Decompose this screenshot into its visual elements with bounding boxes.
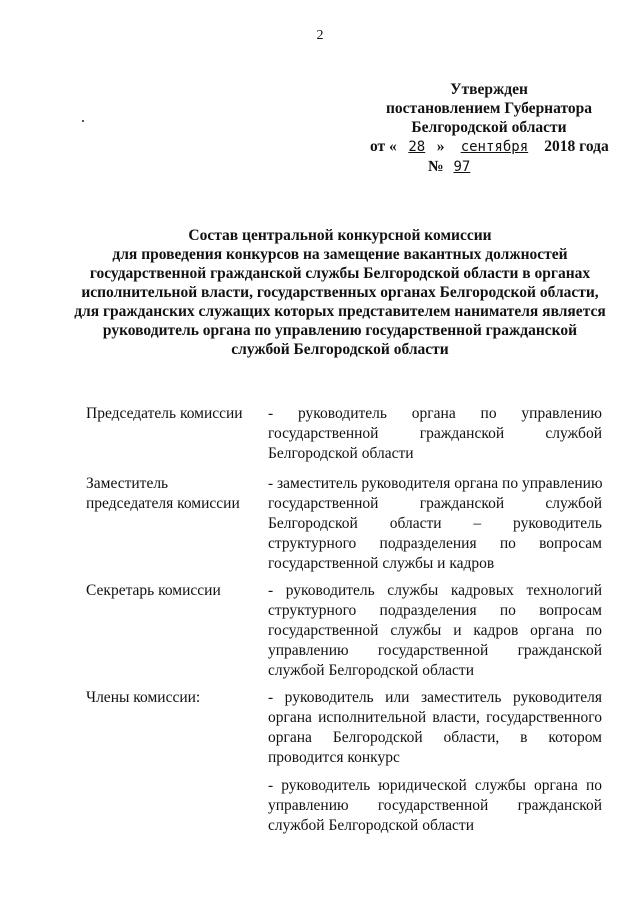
- desc-line: органа исполнительной власти, государственного: [268, 709, 602, 726]
- approval-line-3: Белгородской области: [411, 119, 567, 136]
- role-line: Председатель комиссии: [86, 405, 243, 422]
- desc-line: - заместитель руководителя органа по управлению: [268, 475, 603, 492]
- approval-line-1: Утвержден: [450, 81, 528, 98]
- title-line: службой Белгородской области: [231, 341, 449, 358]
- role-description: [268, 688, 602, 768]
- date-day: 28: [408, 139, 426, 155]
- role-label: [86, 581, 261, 601]
- role-label: [86, 688, 261, 708]
- approval-number: 97: [453, 159, 471, 175]
- date-prefix: от «: [370, 138, 397, 155]
- scan-speck: [82, 120, 84, 122]
- title-line: руководитель органа по управлению государственной гражданской: [102, 322, 578, 339]
- title-line: Состав центральной конкурсной комиссии: [188, 227, 492, 244]
- desc-line: структурного подразделения по вопросам: [268, 535, 602, 552]
- role-label: [86, 404, 261, 424]
- role-description: [268, 474, 602, 574]
- document-title: [60, 226, 620, 359]
- desc-line: Белгородской области: [268, 445, 414, 462]
- date-year: 2018 года: [544, 138, 609, 155]
- role-line: председателя комиссии: [86, 495, 240, 512]
- desc-line: службой Белгородской области: [268, 817, 475, 834]
- title-line: для гражданских служащих которых представителем нанимателя является: [74, 303, 606, 320]
- desc-line: - руководитель службы кадровых технологий: [268, 582, 602, 599]
- role-label: [86, 474, 261, 514]
- title-line: для проведения конкурсов на замещение вакантных должностей: [112, 246, 568, 263]
- desc-line: - руководитель или заместитель руководителя: [268, 689, 602, 706]
- role-description: [268, 581, 602, 681]
- page-number: 2: [316, 28, 324, 43]
- desc-line: - руководитель органа по управлению: [268, 405, 602, 422]
- desc-line: государственной гражданской службой: [268, 495, 602, 512]
- approval-line-2: постановлением Губернатора: [386, 100, 592, 117]
- desc-line: государственной службы и кадров органа по: [268, 622, 602, 639]
- role-description: [268, 404, 602, 464]
- approval-number-line: [366, 157, 612, 177]
- desc-line: государственной гражданской службой: [268, 425, 602, 442]
- desc-line: органа Белгородской области, в котором: [268, 729, 602, 746]
- desc-line: государственной службы и кадров: [268, 555, 495, 572]
- desc-line: управлению государственной гражданской: [268, 797, 602, 814]
- role-line: Секретарь комиссии: [86, 582, 221, 599]
- desc-line: службой Белгородской области: [268, 662, 475, 679]
- title-line: исполнительной власти, государственных органах Белгородской области,: [81, 284, 599, 301]
- approval-block: [366, 80, 612, 177]
- title-line: государственной гражданской службы Белгородской области в органах: [89, 265, 591, 282]
- approval-date-line: [370, 137, 612, 157]
- date-mid: »: [436, 138, 445, 155]
- role-line: Члены комиссии:: [86, 689, 201, 706]
- number-prefix: №: [428, 158, 444, 175]
- role-line: Заместитель: [86, 475, 169, 492]
- desc-line: управлению государственной гражданской: [268, 642, 602, 659]
- desc-line: структурного подразделения по вопросам: [268, 602, 602, 619]
- desc-line: проводится конкурс: [268, 749, 400, 766]
- date-month: сентября: [460, 139, 529, 155]
- desc-line: Белгородской области – руководитель: [268, 515, 602, 532]
- desc-line: - руководитель юридической службы органа по: [268, 777, 602, 794]
- role-description: [268, 776, 602, 836]
